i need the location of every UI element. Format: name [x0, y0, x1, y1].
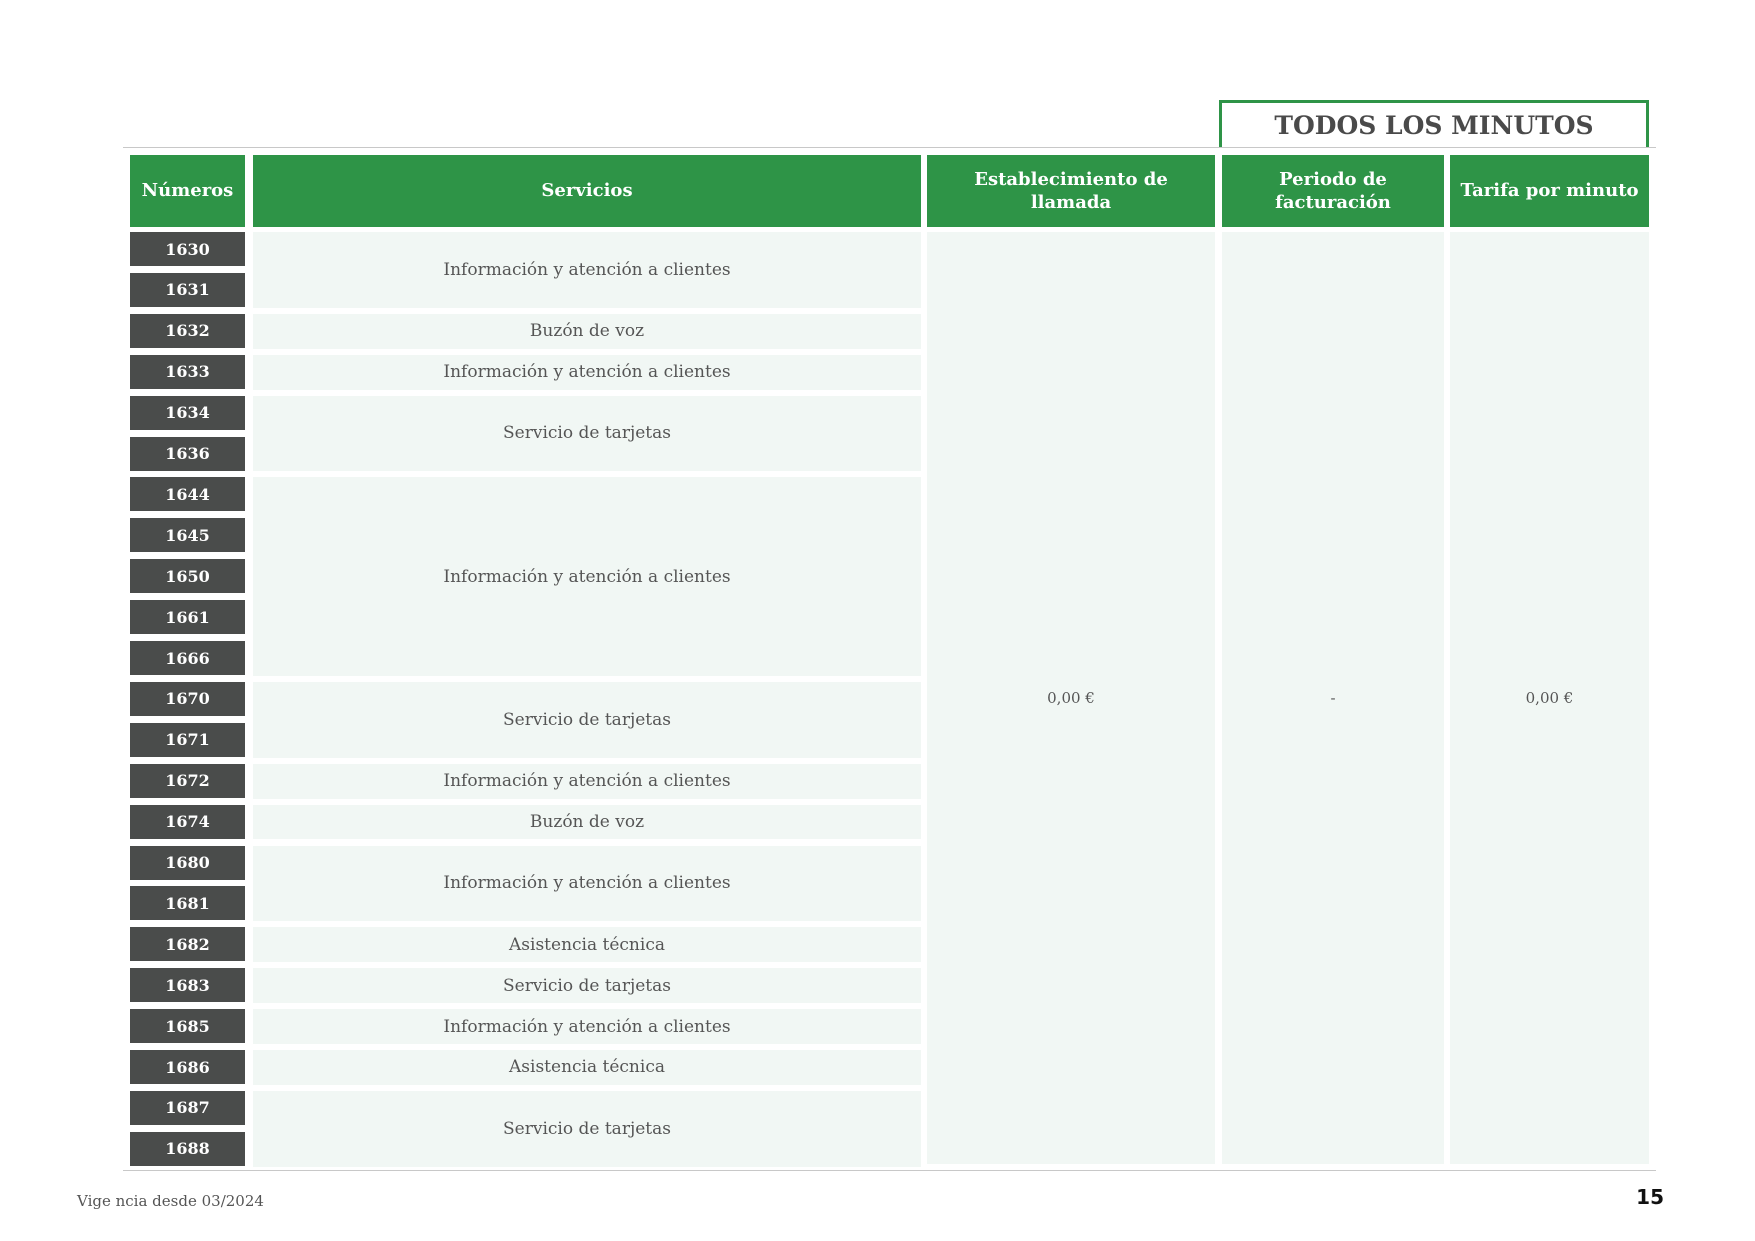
- number-cell: 1645: [130, 518, 245, 552]
- vigencia-footer: Vige ncia desde 03/2024: [77, 1192, 264, 1210]
- establecimiento-value: 0,00 €: [927, 232, 1215, 1164]
- page-number: 15: [1636, 1185, 1664, 1209]
- number-cell: 1683: [130, 968, 245, 1002]
- number-cell: 1644: [130, 477, 245, 511]
- number-cell: 1681: [130, 886, 245, 920]
- column-header-establecimiento: Establecimiento de llamada: [927, 155, 1215, 227]
- number-cell: 1632: [130, 314, 245, 348]
- service-cell: Información y atención a clientes: [253, 232, 921, 308]
- service-cell: Servicio de tarjetas: [253, 682, 921, 758]
- number-cell: 1661: [130, 600, 245, 634]
- column-header-periodo-line1: Periodo de: [1279, 168, 1387, 190]
- service-cell: Buzón de voz: [253, 314, 921, 349]
- column-header-periodo: [1222, 155, 1444, 227]
- number-cell: 1671: [130, 723, 245, 757]
- number-cell: 1631: [130, 273, 245, 307]
- service-cell: Servicio de tarjetas: [253, 968, 921, 1003]
- service-cell: Información y atención a clientes: [253, 1009, 921, 1044]
- number-cell: 1687: [130, 1091, 245, 1125]
- number-cell: 1630: [130, 232, 245, 266]
- column-header-tarifa: Tarifa por minuto: [1450, 155, 1649, 227]
- service-cell: Información y atención a clientes: [253, 764, 921, 799]
- service-cell: Buzón de voz: [253, 805, 921, 840]
- number-cell: 1650: [130, 559, 245, 593]
- service-cell: Asistencia técnica: [253, 1050, 921, 1085]
- number-cell: 1685: [130, 1009, 245, 1043]
- group-header-todos-los-minutos: TODOS LOS MINUTOS: [1219, 100, 1649, 148]
- service-cell: Asistencia técnica: [253, 927, 921, 962]
- number-cell: 1688: [130, 1132, 245, 1166]
- number-cell: 1666: [130, 641, 245, 675]
- number-cell: 1670: [130, 682, 245, 716]
- service-cell: Información y atención a clientes: [253, 355, 921, 390]
- number-cell: 1636: [130, 437, 245, 471]
- tarifa-value: 0,00 €: [1450, 232, 1649, 1164]
- number-cell: 1680: [130, 846, 245, 880]
- column-header-numeros: Números: [130, 155, 245, 227]
- service-cell: Información y atención a clientes: [253, 846, 921, 922]
- number-cell: 1674: [130, 805, 245, 839]
- top-rule: [123, 147, 1656, 148]
- service-cell: Servicio de tarjetas: [253, 396, 921, 472]
- number-cell: 1686: [130, 1050, 245, 1084]
- service-cell: Servicio de tarjetas: [253, 1091, 921, 1167]
- periodo-value: -: [1222, 232, 1444, 1164]
- number-cell: 1682: [130, 927, 245, 961]
- number-cell: 1634: [130, 396, 245, 430]
- column-header-servicios: Servicios: [253, 155, 921, 227]
- service-cell: Información y atención a clientes: [253, 477, 921, 676]
- number-cell: 1633: [130, 355, 245, 389]
- number-cell: 1672: [130, 764, 245, 798]
- bottom-rule: [123, 1170, 1656, 1171]
- column-header-periodo-line2: facturación: [1275, 192, 1391, 213]
